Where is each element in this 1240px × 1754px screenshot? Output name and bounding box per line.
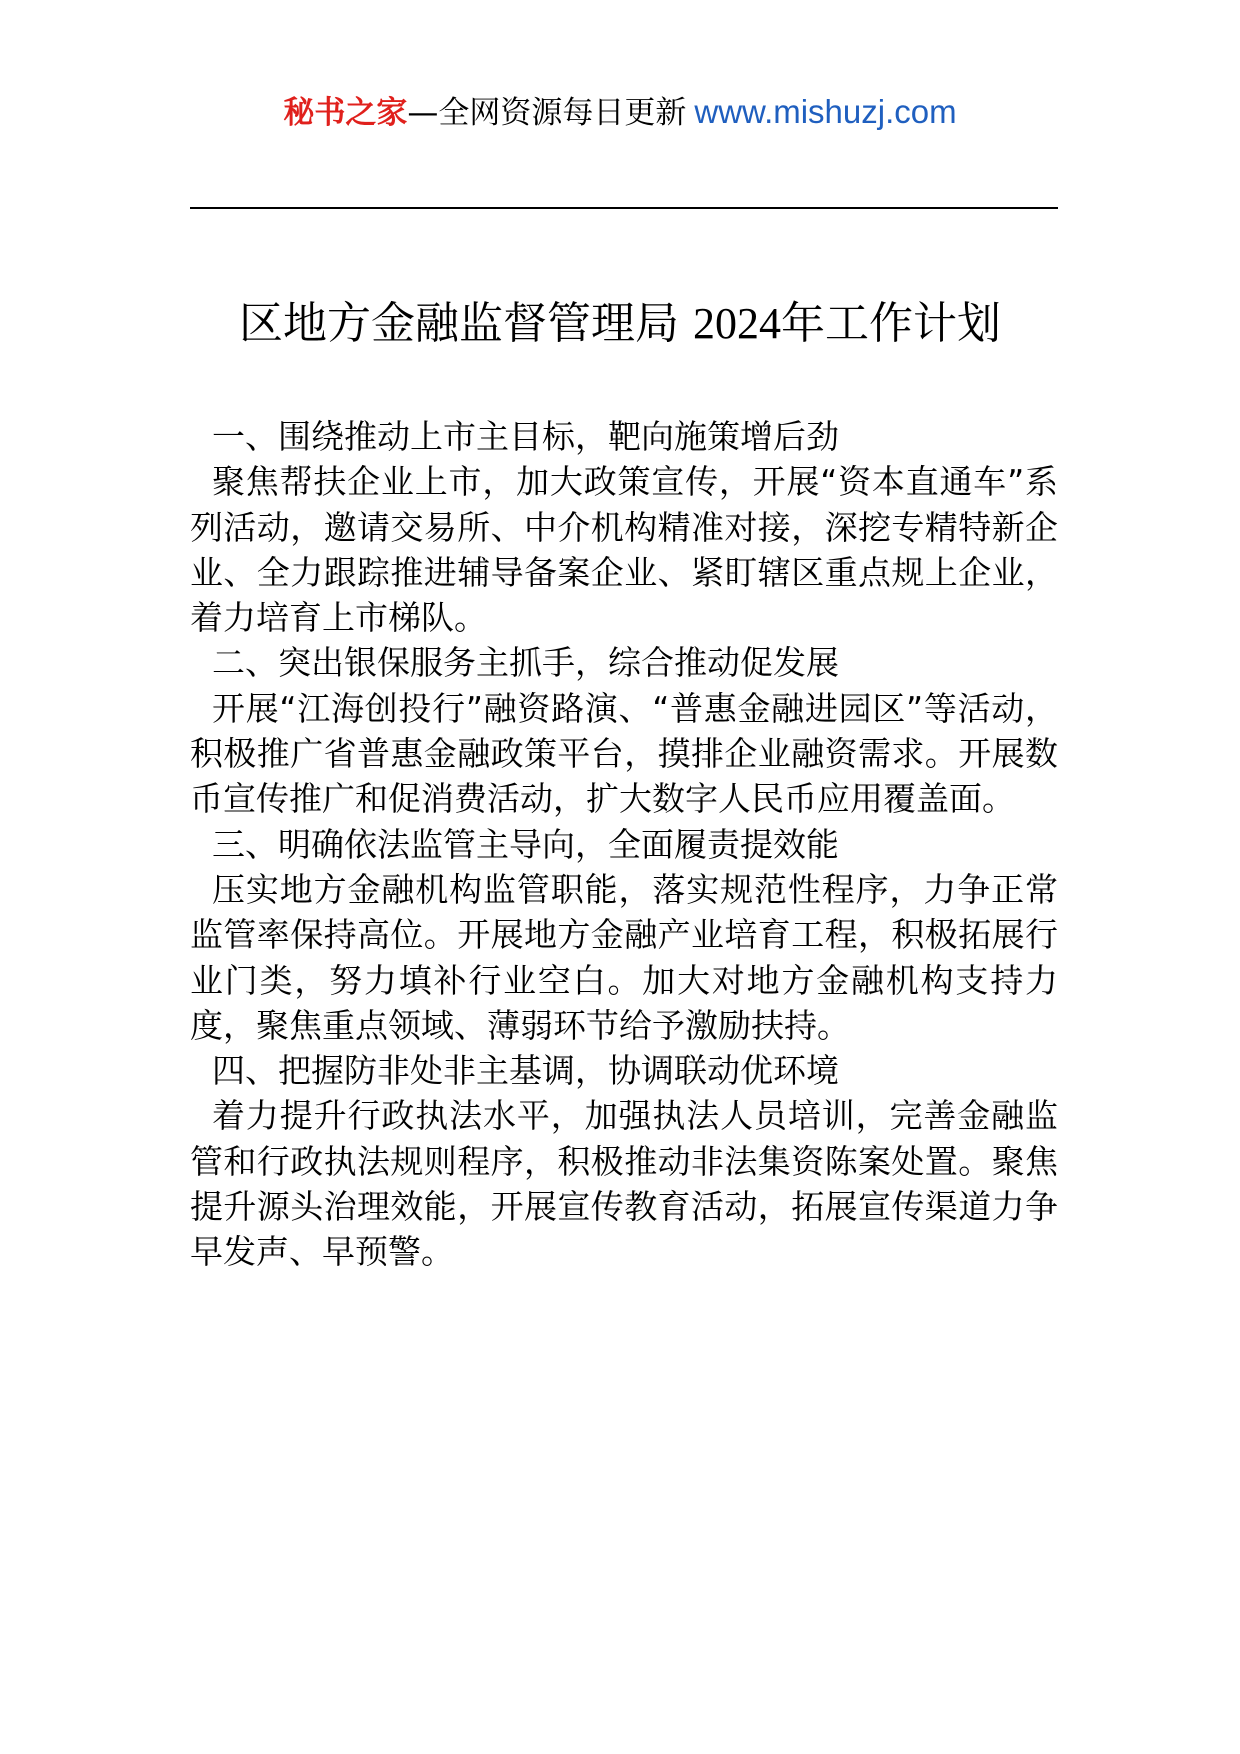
document-title xyxy=(0,296,1240,352)
section-paragraph: 压实地方金融机构监管职能，落实规范性程序，力争正常监管率保持高位。开展地方金融产业培育工程，积极拓展行业门类，努力填补行业空白。加大对地方金融机构支持力度，聚焦重点领域、薄弱环节给予激励扶持。 xyxy=(190,869,1058,1045)
section-paragraph: 聚焦帮扶企业上市，加大政策宣传，开展“资本直通车”系列活动，邀请交易所、中介机构精准对接，深挖专精特新企业、全力跟踪推进辅导备案企业、紧盯辖区重点规上企业，着力培育上市梯队。 xyxy=(190,462,1058,638)
section-paragraph: 开展“江海创投行”融资路演、“普惠金融进园区”等活动，积极推广省普惠金融政策平台，摸排企业融资需求。开展数币宣传推广和促消费活动，扩大数字人民币应用覆盖面。 xyxy=(190,688,1058,819)
section-paragraph: 着力提升行政执法水平，加强执法人员培训，完善金融监管和行政执法规则程序，积极推动非法集资陈案处置。聚焦提升源头治理效能，开展宣传教育活动，拓展宣传渠道力争早发声、早预警。 xyxy=(190,1096,1058,1272)
section-heading: 三、明确依法监管主导向，全面履责提效能 xyxy=(212,824,839,864)
site-url-link[interactable]: www.mishuzj.com xyxy=(694,93,957,130)
section-heading: 一、围绕推动上市主目标，靶向施策增后劲 xyxy=(212,417,839,456)
section-heading: 四、把握防非处非主基调，协调联动优环境 xyxy=(212,1051,839,1091)
header-divider xyxy=(190,207,1058,209)
section-heading: 二、突出银保服务主抓手，综合推动促发展 xyxy=(212,643,839,683)
brand-name: 秘书之家 xyxy=(283,95,408,131)
title-year: 2024 xyxy=(693,299,781,348)
site-header xyxy=(0,92,1240,133)
header-slogan: —全网资源每日更新 xyxy=(407,95,687,131)
document-body xyxy=(190,414,1058,1275)
title-suffix: 年工作计划 xyxy=(781,298,1001,349)
title-prefix: 区地方金融监督管理局 xyxy=(239,298,679,349)
